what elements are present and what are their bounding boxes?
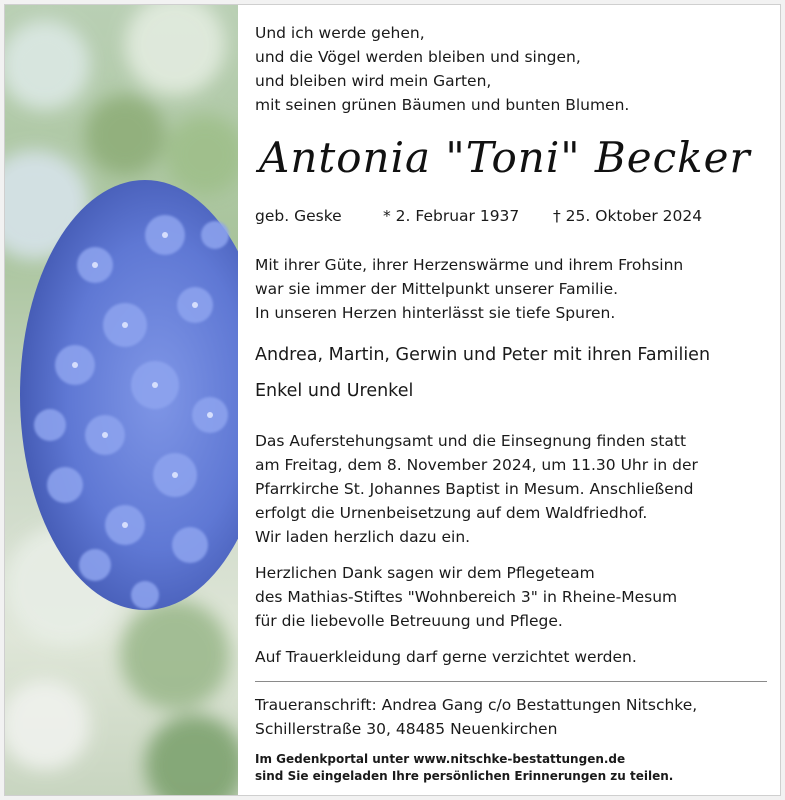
thanks-line: für die liebevolle Betreuung und Pflege. bbox=[255, 612, 563, 630]
mourning-note: Auf Trauerkleidung darf gerne verzichtet werden. bbox=[255, 648, 637, 666]
death-date: † 25. Oktober 2024 bbox=[553, 207, 703, 225]
service-line: erfolgt die Urnenbeisetzung auf dem Waldfriedhof. bbox=[255, 504, 648, 522]
obituary-card bbox=[4, 4, 781, 796]
grandchildren-line: Enkel und Urenkel bbox=[255, 381, 414, 401]
thanks-line: des Mathias-Stiftes "Wohnbereich 3" in Rheine-Mesum bbox=[255, 588, 678, 606]
service-line: Pfarrkirche St. Johannes Baptist in Mesum. Anschließend bbox=[255, 480, 694, 498]
tribute-line: Mit ihrer Güte, ihrer Herzenswärme und ihrem Frohsinn bbox=[255, 256, 684, 274]
poem-line: und die Vögel werden bleiben und singen, bbox=[255, 48, 581, 66]
poem-line: Und ich werde gehen, bbox=[255, 24, 425, 42]
hydrangea-photo bbox=[5, 5, 238, 795]
tribute-line: In unseren Herzen hinterlässt sie tiefe Spuren. bbox=[255, 304, 616, 322]
family-line: Andrea, Martin, Gerwin und Peter mit ihren Familien bbox=[255, 345, 711, 365]
portal-line: sind Sie eingeladen Ihre persönlichen Erinnerungen zu teilen. bbox=[255, 769, 674, 783]
birth-date: * 2. Februar 1937 bbox=[383, 207, 520, 225]
address-line: Schillerstraße 30, 48485 Neuenkirchen bbox=[255, 720, 558, 738]
service-line: am Freitag, dem 8. November 2024, um 11.30 Uhr in der bbox=[255, 456, 698, 474]
service-line: Wir laden herzlich dazu ein. bbox=[255, 528, 471, 546]
service-line: Das Auferstehungsamt und die Einsegnung finden statt bbox=[255, 432, 687, 450]
poem-line: und bleiben wird mein Garten, bbox=[255, 72, 492, 90]
deceased-name: Antonia "Toni" Becker bbox=[259, 133, 751, 182]
divider bbox=[255, 681, 767, 682]
poem-line: mit seinen grünen Bäumen und bunten Blumen. bbox=[255, 96, 630, 114]
address-line: Traueranschrift: Andrea Gang c/o Bestattungen Nitschke, bbox=[255, 696, 698, 714]
birth-name: geb. Geske bbox=[255, 207, 342, 225]
tribute-line: war sie immer der Mittelpunkt unserer Familie. bbox=[255, 280, 619, 298]
portal-line: Im Gedenkportal unter www.nitschke-bestattungen.de bbox=[255, 752, 626, 766]
hydrangea-image bbox=[5, 5, 238, 795]
thanks-line: Herzlichen Dank sagen wir dem Pflegeteam bbox=[255, 564, 595, 582]
